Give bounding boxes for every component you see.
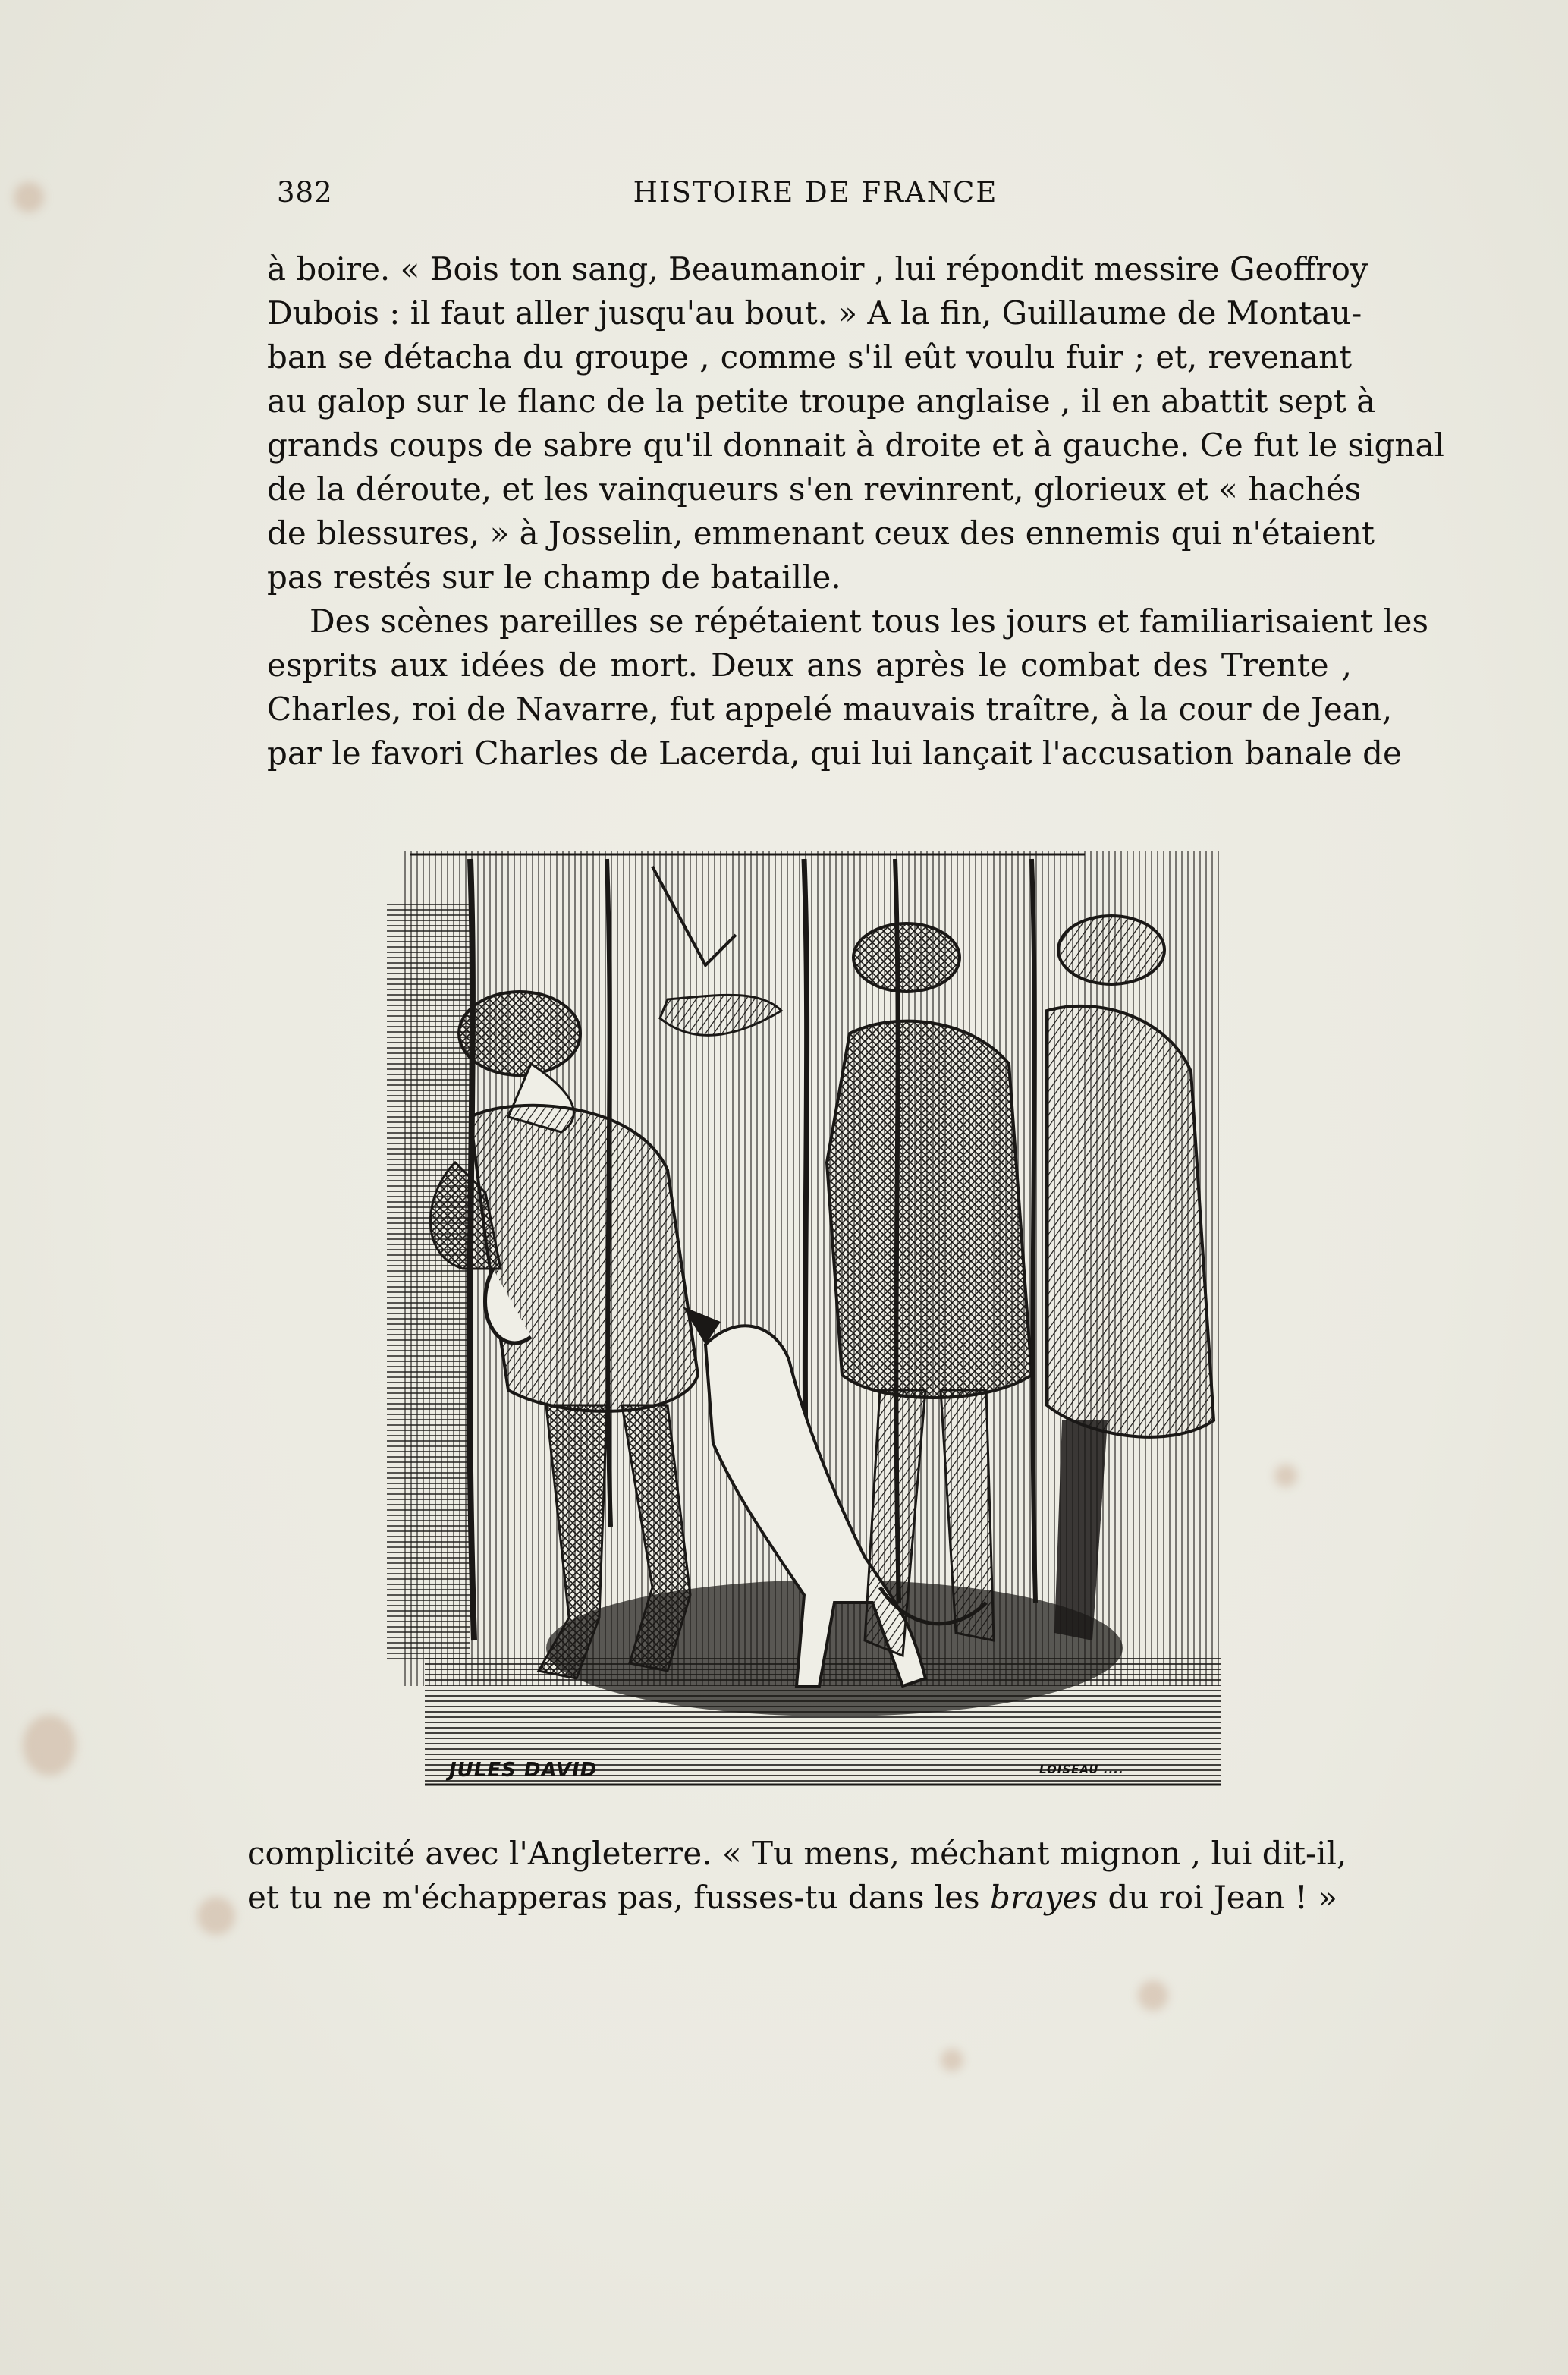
- text-line: complicité avec l'Angleterre. « Tu mens, méchant mignon , lui dit-il,: [247, 1835, 1347, 1872]
- text-line: grands coups de sabre qu'il donnait à droite et à gauche. Ce fut le signal: [267, 426, 1444, 464]
- text-segment: et tu ne m'échapperas pas, fusses-tu dans les: [247, 1879, 990, 1916]
- text-segment: du roi Jean ! »: [1098, 1879, 1337, 1916]
- text-line: au galop sur le flanc de la petite troupe anglaise , il en abattit sept à: [267, 382, 1376, 420]
- illustrator-signature: JULES DAVID: [449, 1759, 598, 1782]
- text-line: Des scènes pareilles se répétaient tous les jours et familiarisaient les: [310, 602, 1429, 640]
- text-line: de blessures, » à Josselin, emmenant ceux des ennemis qui n'étaient: [267, 514, 1375, 552]
- text-line-with-italic: [247, 1876, 1337, 1920]
- page-number: 382: [277, 176, 333, 209]
- text-line: esprits aux idées de mort. Deux ans après le combat des Trente ,: [267, 646, 1352, 684]
- engraver-signature: LOISEAU ....: [1039, 1763, 1124, 1776]
- text-line: à boire. « Bois ton sang, Beaumanoir , lui répondit messire Geoffroy: [267, 250, 1368, 288]
- text-line: par le favori Charles de Lacerda, qui lui lançait l'accusation banale de: [267, 735, 1402, 772]
- engraving-illustration: [379, 844, 1244, 1792]
- running-head: HISTOIRE DE FRANCE: [633, 176, 998, 209]
- text-line: de la déroute, et les vainqueurs s'en revinrent, glorieux et « hachés: [267, 470, 1362, 508]
- page-header: [277, 176, 1354, 222]
- text-block-top: [267, 247, 1444, 775]
- text-block-bottom: [247, 1832, 1347, 1920]
- text-line: Dubois : il faut aller jusqu'au bout. » A la fin, Guillaume de Montau-: [267, 294, 1362, 332]
- text-line: pas restés sur le champ de bataille.: [267, 558, 841, 596]
- text-line: Charles, roi de Navarre, fut appelé mauvais traître, à la cour de Jean,: [267, 690, 1393, 728]
- italic-word: brayes: [989, 1879, 1098, 1916]
- text-line: ban se détacha du groupe , comme s'il eût voulu fuir ; et, revenant: [267, 338, 1352, 376]
